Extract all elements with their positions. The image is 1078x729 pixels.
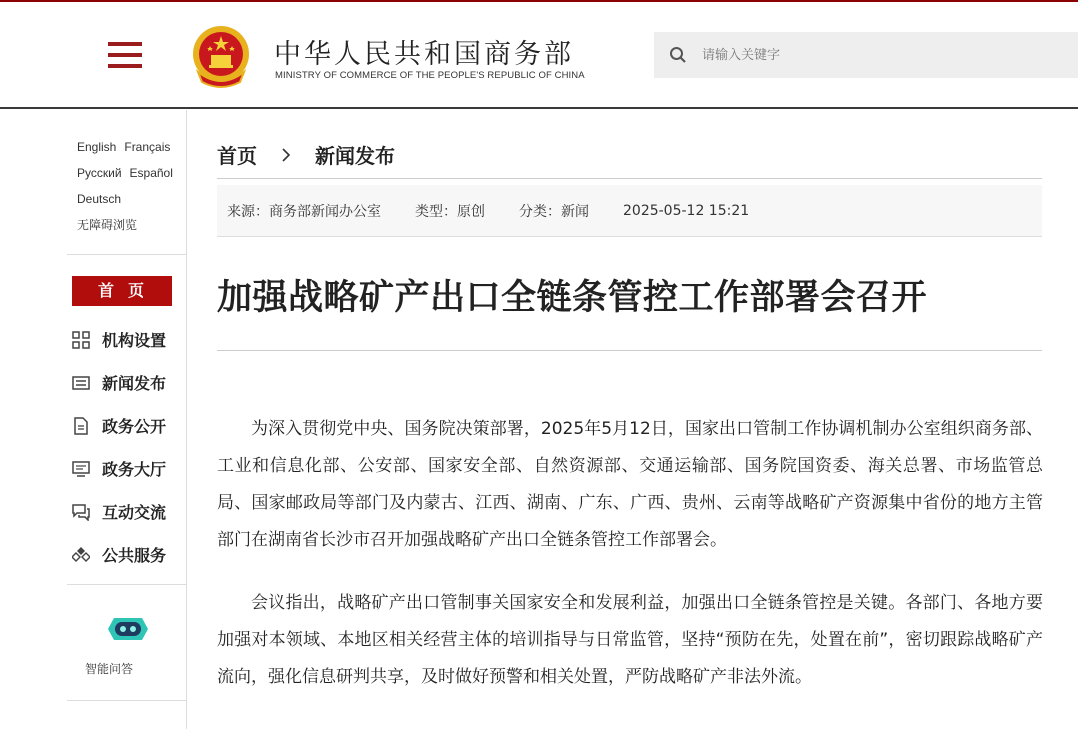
robot-assistant-icon[interactable] [98,610,158,648]
sidebar-divider [67,254,186,255]
language-links [77,134,181,238]
sidebar-divider [67,700,186,701]
assistant-label[interactable]: 智能问答 [85,662,134,676]
sidebar-item-gov-affairs[interactable] [71,404,166,447]
article-paragraph: 为深入贯彻党中央、国务院决策部署，2025年5月12日，国家出口管制工作协调机制办公室组织商务部、工业和信息化部、公安部、国家安全部、自然资源部、交通运输部、国务院国资委、海关总署、市场监管总局、国家邮政局等部门及内蒙古、江西、湖南、广东、广西、贵州、云南等战略矿产资源集中省份的地方主管部门在湖南省长沙市召开加强战略矿产出口全链条管控工作部署会。 [217,419,1043,550]
accessibility-link[interactable]: 无障碍浏览 [77,218,138,232]
chevron-right-icon [279,148,293,162]
sidebar-item-label: 新闻发布 [102,374,167,393]
org-grid-icon [71,330,91,350]
document-icon [71,416,91,436]
site-title[interactable]: 中华人民共和国商务部 [274,39,574,70]
sidebar-item-public-service[interactable] [71,533,166,576]
article-title: 加强战略矿产出口全链条管控工作部署会召开 [217,278,928,318]
lang-russian[interactable]: Русский [77,166,122,180]
lang-english[interactable]: English [77,140,117,154]
sidebar-divider [67,584,186,585]
lang-german[interactable]: Deutsch [77,192,122,206]
title-divider [217,350,1042,351]
breadcrumb-current[interactable]: 新闻发布 [315,144,395,168]
search-box[interactable] [654,32,1078,78]
meta-datetime: 2025-05-12 15:21 [623,202,750,219]
chat-icon [71,502,91,522]
menu-button[interactable] [108,42,142,68]
sidebar-item-label: 机构设置 [102,331,167,350]
site-header [0,2,1078,109]
breadcrumb-home[interactable]: 首页 [217,144,257,168]
sidebar-item-label: 政务公开 [102,417,167,436]
sidebar-item-interaction[interactable] [71,490,166,533]
sidebar-item-organization[interactable] [71,318,166,361]
search-icon[interactable] [668,45,688,65]
breadcrumb-divider [217,178,1042,179]
sidebar-item-label: 互动交流 [102,503,167,522]
sidebar-item-label: 公共服务 [102,546,167,565]
breadcrumb [217,140,395,169]
national-emblem-icon [190,24,252,90]
site-subtitle: MINISTRY OF COMMERCE OF THE PEOPLE'S REPUBLIC OF CHINA [275,70,585,81]
news-icon [71,373,91,393]
sidebar-item-label: 政务大厅 [102,460,167,479]
meta-type: 类型：原创 [415,203,485,220]
lang-french[interactable]: Français [124,140,171,154]
search-input[interactable] [702,32,1062,78]
sidebar-item-news[interactable] [71,361,166,404]
service-icon [71,545,91,565]
sidebar-home-button[interactable]: 首页 [72,276,172,306]
meta-category: 分类：新闻 [519,203,589,220]
left-sidebar [67,110,187,729]
lang-spanish[interactable]: Español [129,166,173,180]
sidebar-nav [71,318,166,576]
sidebar-item-service-hall[interactable] [71,447,166,490]
article-meta [217,185,1042,237]
meta-source: 来源：商务部新闻办公室 [227,203,381,220]
article-paragraph: 会议指出，战略矿产出口管制事关国家安全和发展利益，加强出口全链条管控是关键。各部门、各地方要加强对本领域、本地区相关经营主体的培训指导与日常监管，坚持“预防在先，处置在前”，密切跟踪战略矿产流向，强化信息研判共享，及时做好预警和相关处置，严防战略矿产非法外流。 [217,593,1043,687]
monitor-icon [71,459,91,479]
